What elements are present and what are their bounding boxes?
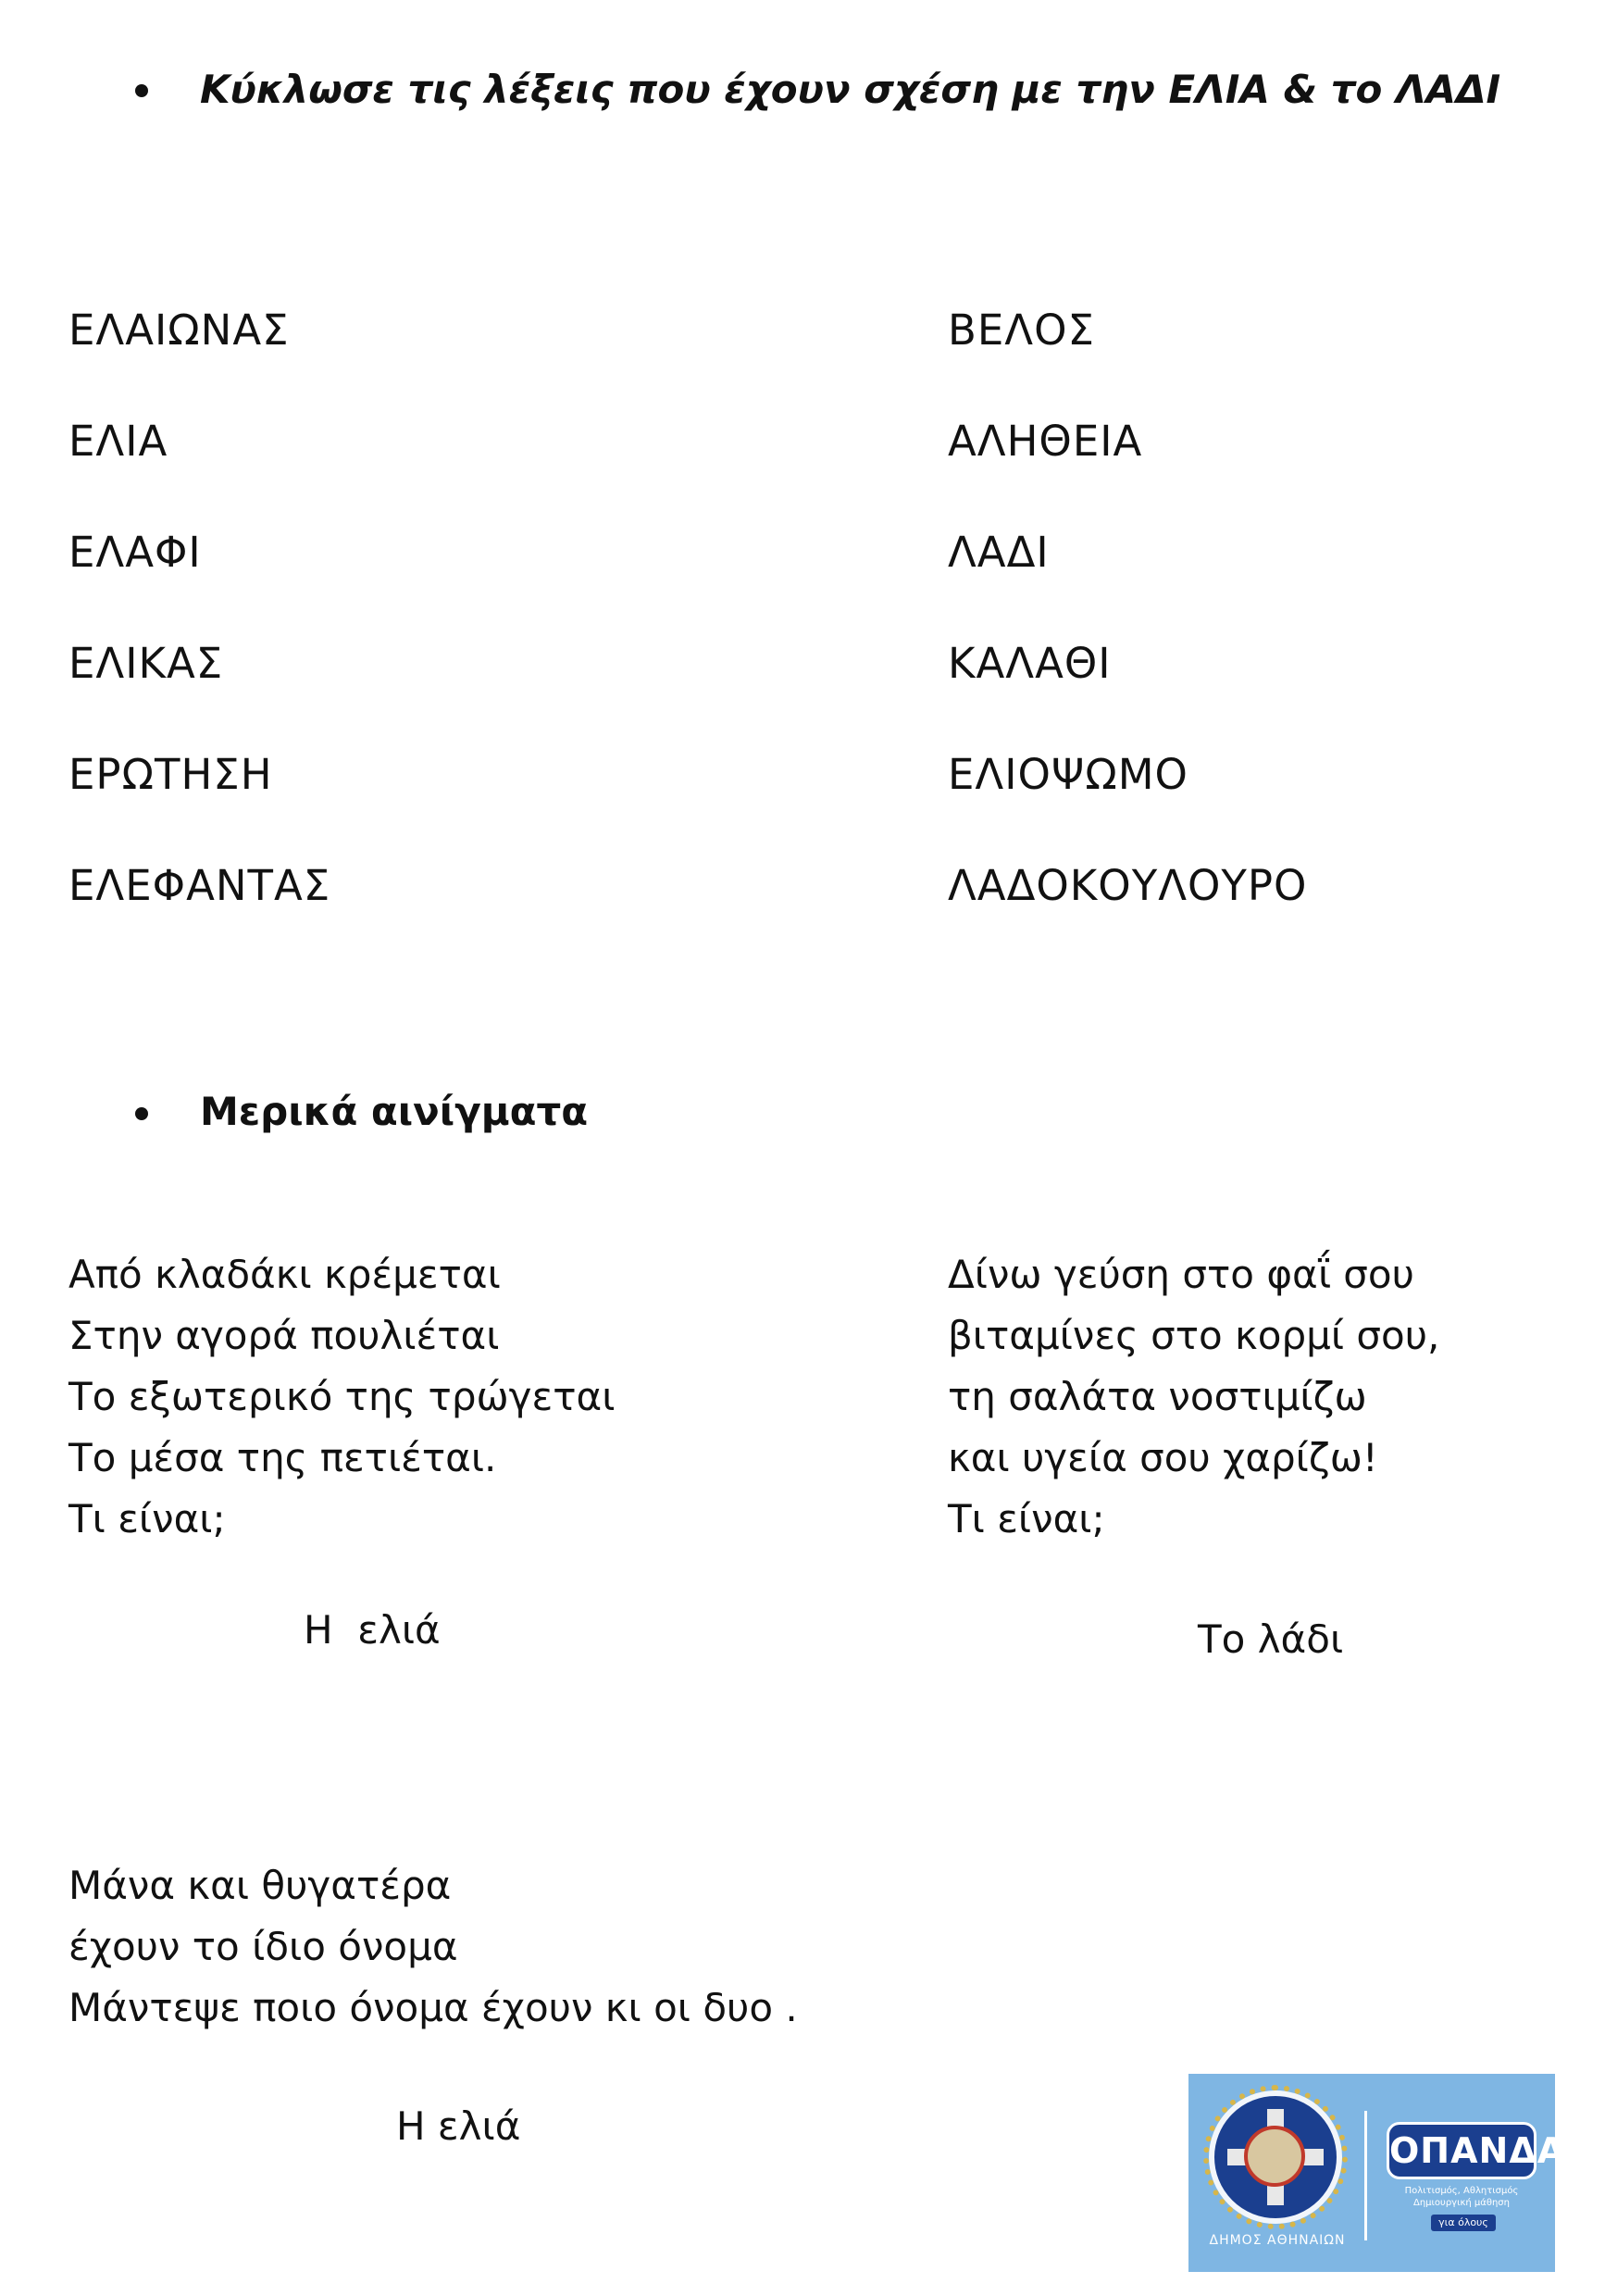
bullet	[135, 1107, 148, 1120]
word-item: ΒΕΛΟΣ	[948, 306, 1095, 355]
riddle-line: έχουν το ίδιο όνομα	[68, 1924, 458, 1969]
athens-seal-icon	[1209, 2090, 1342, 2224]
brand-name: ΟΠΑΝΔΑ	[1387, 2122, 1537, 2179]
riddle-line: Μάνα και θυγατέρα	[68, 1863, 452, 1908]
riddle-line: Από κλαδάκι κρέμεται	[68, 1252, 501, 1297]
tagline-badge: για όλους	[1431, 2215, 1496, 2231]
word-item: ΕΛΑΙΩΝΑΣ	[68, 306, 290, 355]
opanda-logo	[1188, 2074, 1566, 2272]
riddle-text	[948, 1244, 1439, 1550]
riddle-answer: Η ελιά	[396, 2103, 521, 2149]
riddle-line: Δίνω γεύση στο φαΐ σου	[948, 1252, 1414, 1297]
word-item: ΕΛΑΦΙ	[68, 528, 202, 577]
municipality-label: ΔΗΜΟΣ ΑΘΗΝΑΙΩΝ	[1209, 2233, 1346, 2248]
riddle-line: τη σαλάτα νοστιμίζω	[948, 1374, 1367, 1419]
riddle-line: Τι είναι;	[948, 1496, 1105, 1541]
riddle-line: βιταμίνες στο κορμί σου,	[948, 1313, 1440, 1358]
riddle-line: Το εξωτερικό της τρώγεται	[68, 1374, 616, 1419]
riddle-line: Το μέσα της πετιέται.	[68, 1435, 497, 1480]
word-item: ΕΛΙΑ	[68, 417, 168, 466]
word-item: ΕΛΙΟΨΩΜΟ	[948, 750, 1188, 799]
word-item: ΚΑΛΑΘΙ	[948, 639, 1112, 688]
riddle-line: και υγεία σου χαρίζω!	[948, 1435, 1378, 1480]
word-item: ΛΑΔΙ	[948, 528, 1050, 577]
riddle-line: Τι είναι;	[68, 1496, 226, 1541]
riddle-line: Στην αγορά πουλιέται	[68, 1313, 500, 1358]
word-item: ΕΛΙΚΑΣ	[68, 639, 224, 688]
word-item: ΑΛΗΘΕΙΑ	[948, 417, 1143, 466]
section-title: Κύκλωσε τις λέξεις που έχουν σχέση με την ΕΛΙΑ & το ΛΑΔΙ	[200, 67, 1501, 112]
tagline-line: Δημιουργική μάθηση	[1413, 2198, 1510, 2208]
bullet	[135, 84, 148, 97]
riddle-line: Μάντεψε ποιο όνομα έχουν κι οι δυο .	[68, 1985, 798, 2030]
word-item: ΛΑΔΟΚΟΥΛΟΥΡΟ	[948, 861, 1308, 910]
riddle-answer: Το λάδι	[1198, 1616, 1344, 1662]
word-item: ΕΡΩΤΗΣΗ	[68, 750, 273, 799]
logo-divider	[1364, 2111, 1367, 2240]
tagline-line: Πολιτισμός, Αθλητισμός	[1404, 2186, 1519, 2196]
section-title: Μερικά αινίγματα	[200, 1089, 589, 1134]
riddle-text	[68, 1855, 798, 2039]
brand-tagline	[1387, 2185, 1537, 2209]
riddle-text	[68, 1244, 615, 1550]
riddle-answer: Η ελιά	[304, 1607, 441, 1653]
word-item: ΕΛΕΦΑΝΤΑΣ	[68, 861, 331, 910]
